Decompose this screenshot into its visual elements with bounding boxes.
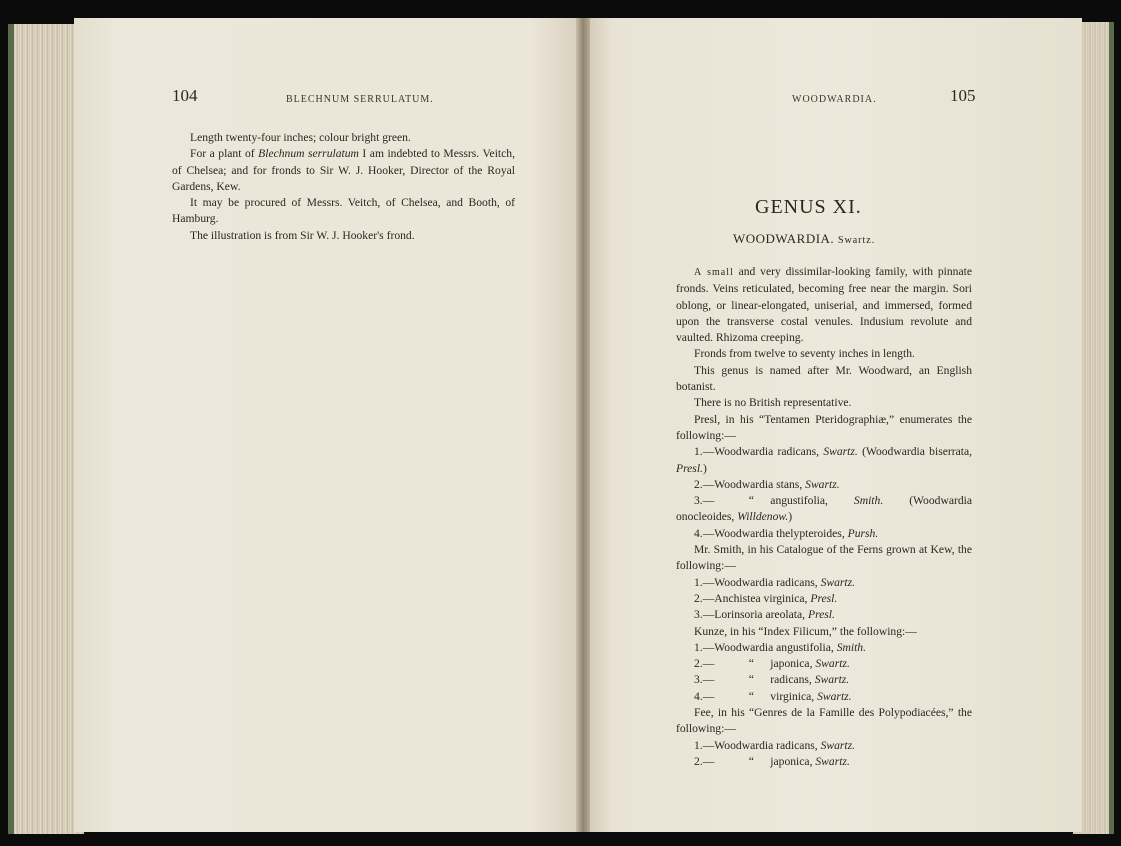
left-running-head: BLECHNUM SERRULATUM. <box>286 94 434 105</box>
paragraph: The illustration is from Sir W. J. Hooker's frond. <box>190 228 415 242</box>
paragraph: For a plant of Blechnum serrulatum I am indebted to Messrs. Veitch, of Chelsea; and for fronds to Sir W. J. Hooker, Director of the Royal Gardens, Kew. <box>172 147 515 193</box>
list-item: 2.— “ japonica, Swartz. <box>694 754 850 768</box>
paragraph: It may be procured of Messrs. Veitch, of Chelsea, and Booth, of Hamburg. <box>172 196 515 226</box>
list-item: 2.—Woodwardia stans, Swartz. <box>694 477 840 491</box>
list-item: 4.—Woodwardia thelypteroides, Pursh. <box>694 526 879 540</box>
paragraph: This genus is named after Mr. Woodward, an English botanist. <box>676 363 972 394</box>
paragraph: Kunze, in his “Index Filicum,” the following:— <box>694 624 917 638</box>
list-item: 1.—Woodwardia radicans, Swartz. (Woodwardia biserrata, Presl.) <box>676 445 972 475</box>
right-page-body <box>676 264 972 770</box>
left-page-number: 104 <box>172 86 198 105</box>
paragraph: Length twenty-four inches; colour bright green. <box>190 131 411 144</box>
list-item: 3.— “ angustifolia, Smith. (Woodwardia onocleoides, Willdenow.) <box>676 494 972 524</box>
genus-title: GENUS XI. <box>755 196 862 218</box>
paragraph: There is no British representative. <box>694 396 852 410</box>
paragraph: Presl, in his “Tentamen Pteridographiæ,” enumerates the following:— <box>676 412 972 442</box>
list-item: 4.— “ virginica, Swartz. <box>694 689 852 703</box>
right-page-number: 105 <box>950 86 976 105</box>
paragraph: Mr. Smith, in his Catalogue of the Ferns grown at Kew, the following:— <box>676 543 972 573</box>
paragraph: Fee, in his “Genres de la Famille des Polypodiacées,” the following:— <box>676 706 972 736</box>
list-item: 1.—Woodwardia radicans, Swartz. <box>694 575 856 589</box>
right-running-head: WOODWARDIA. <box>792 94 877 105</box>
book-gutter <box>576 18 590 832</box>
list-item: 1.—Woodwardia radicans, Swartz. <box>694 738 856 752</box>
intro-paragraph: A small and very dissimilar-looking family, with pinnate fronds. Veins reticulated, becoming free near the margin. Sori oblong, or linear-elongated, uniserial, and immersed, formed upon the transverse costal venules. Indusium revolute and vaulted. Rhizoma creeping. <box>676 265 972 345</box>
paragraph: Fronds from twelve to seventy inches in length. <box>694 347 915 361</box>
list-item: 3.—Lorinsoria areolata, Presl. <box>694 608 835 622</box>
list-item: 2.—Anchistea virginica, Presl. <box>694 591 838 605</box>
list-item: 2.— “ japonica, Swartz. <box>694 657 850 671</box>
left-page-edges <box>8 24 84 834</box>
list-item: 3.— “ radicans, Swartz. <box>694 673 850 687</box>
list-item: 1.—Woodwardia angustifolia, Smith. <box>694 640 866 654</box>
genus-subtitle: WOODWARDIA. Swartz. <box>733 231 876 246</box>
left-page-body <box>172 130 515 244</box>
